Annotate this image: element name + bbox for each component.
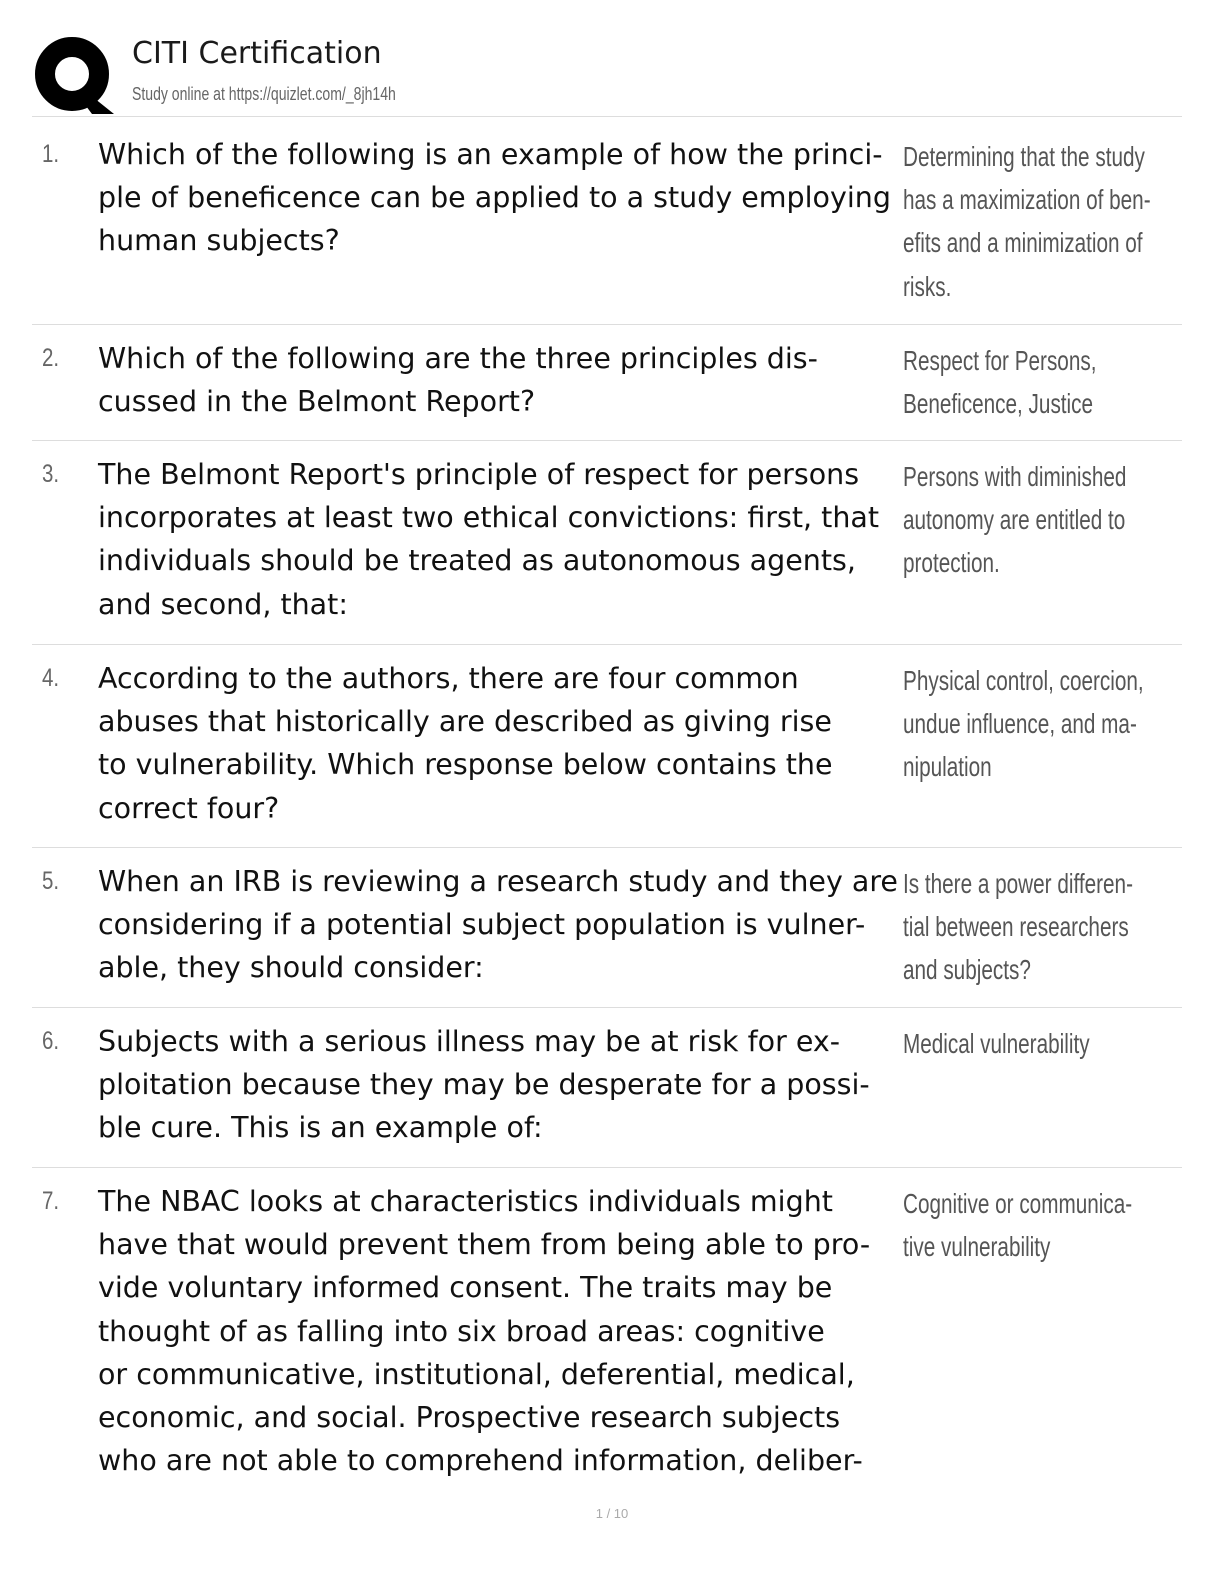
answer-line: Cognitive or communica-	[903, 1188, 1133, 1219]
divider	[32, 1007, 1182, 1008]
card-answer	[903, 1022, 1090, 1065]
question-line: cussed in the Belmont Report?	[98, 385, 536, 419]
question-line: economic, and social. Prospective research subjects	[98, 1401, 841, 1435]
question-line: or communicative, institutional, deferential, medical,	[98, 1357, 855, 1391]
question-line: ple of beneficence can be applied to a study employing	[98, 181, 891, 215]
question-line: human subjects?	[98, 224, 340, 258]
answer-line: Medical vulnerability	[903, 1028, 1090, 1059]
question-line: Which of the following is an example of how the princi-	[98, 138, 883, 171]
question-line: vide voluntary informed consent. The traits may be	[98, 1271, 833, 1305]
answer-line: Beneficence, Justice	[903, 388, 1094, 420]
study-online-link[interactable]: Study online at https://quizlet.com/_8jh14h	[132, 84, 396, 104]
answer-line: risks.	[903, 270, 952, 302]
card-number: 6.	[42, 1027, 60, 1055]
question-line: have that would prevent them from being able to pro-	[98, 1228, 871, 1262]
card-answer	[903, 862, 1133, 992]
question-line: thought of as falling into six broad areas: cognitive	[98, 1314, 825, 1348]
answer-line: Is there a power differen-	[903, 868, 1133, 899]
card-number: 7.	[42, 1187, 60, 1215]
answer-line: Persons with diminished	[903, 461, 1127, 492]
card-question	[98, 337, 898, 423]
answer-line: Determining that the study	[903, 141, 1145, 172]
answer-line: efits and a minimization of	[903, 227, 1143, 259]
answer-line: and subjects?	[903, 954, 1031, 986]
question-line: incorporates at least two ethical convictions: first, that	[98, 501, 880, 535]
answer-line: Physical control, coercion,	[903, 665, 1144, 696]
divider	[32, 847, 1182, 848]
card-number: 4.	[42, 664, 60, 692]
question-line: The NBAC looks at characteristics individuals might	[98, 1185, 833, 1218]
divider	[32, 324, 1182, 325]
question-line: When an IRB is reviewing a research study and they are	[98, 865, 898, 898]
card-answer	[903, 1182, 1132, 1268]
card-answer	[903, 135, 1151, 308]
question-line: able, they should consider:	[98, 951, 484, 985]
divider	[32, 1167, 1182, 1168]
card-answer	[903, 455, 1126, 585]
question-line: abuses that historically are described as giving rise	[98, 705, 832, 739]
card-question	[98, 1180, 898, 1482]
question-line: and second, that:	[98, 587, 348, 621]
question-line: ble cure. This is an example of:	[98, 1111, 543, 1145]
quizlet-logo-icon	[34, 36, 116, 118]
question-line: According to the authors, there are four common	[98, 662, 799, 695]
card-number: 3.	[42, 460, 60, 488]
question-line: correct four?	[98, 791, 280, 825]
answer-line: has a maximization of ben-	[903, 184, 1151, 216]
card-number: 1.	[42, 140, 60, 168]
question-line: to vulnerability. Which response below contains the	[98, 748, 833, 782]
card-number: 5.	[42, 867, 60, 895]
answer-line: tive vulnerability	[903, 1231, 1051, 1263]
answer-line: Respect for Persons,	[903, 345, 1097, 376]
question-line: The Belmont Report's principle of respect for persons	[98, 458, 860, 491]
question-line: who are not able to comprehend information, deliber-	[98, 1444, 863, 1478]
page-header	[32, 30, 1182, 114]
page-number: 1 / 10	[595, 1506, 629, 1521]
answer-line: protection.	[903, 547, 1000, 579]
page-title: CITI Certification	[132, 36, 382, 71]
divider	[32, 440, 1182, 441]
card-question	[98, 860, 898, 990]
card-question	[98, 1020, 898, 1150]
answer-line: nipulation	[903, 751, 992, 783]
question-line: ploitation because they may be desperate for a possi-	[98, 1068, 870, 1102]
answer-line: undue influence, and ma-	[903, 708, 1137, 740]
divider	[32, 644, 1182, 645]
answer-line: autonomy are entitled to	[903, 504, 1126, 536]
question-line: considering if a potential subject population is vulner-	[98, 908, 866, 942]
question-line: individuals should be treated as autonomous agents,	[98, 544, 856, 578]
question-line: Which of the following are the three principles dis-	[98, 342, 818, 375]
question-line: Subjects with a serious illness may be at risk for ex-	[98, 1025, 841, 1058]
card-question	[98, 453, 898, 626]
divider	[32, 116, 1182, 117]
card-answer	[903, 339, 1096, 425]
card-question	[98, 657, 898, 830]
card-number: 2.	[42, 344, 60, 372]
answer-line: tial between researchers	[903, 911, 1129, 943]
card-answer	[903, 659, 1144, 789]
card-question	[98, 133, 898, 263]
